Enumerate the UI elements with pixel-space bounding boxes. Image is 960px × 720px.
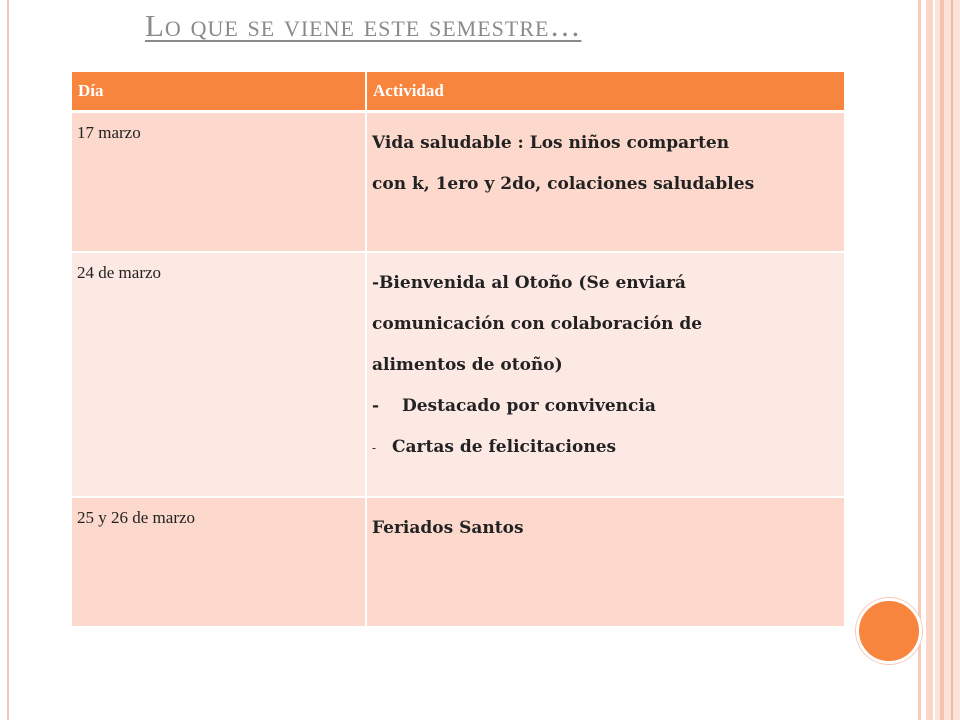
activity-line: Vida saludable : Los niños comparten — [372, 133, 730, 153]
activity-line: -Bienvenida al Otoño (Se enviará — [372, 273, 686, 293]
activity-line: alimentos de otoño) — [372, 355, 563, 375]
row-activity — [366, 497, 844, 626]
right-decorative-stripe — [926, 0, 933, 720]
header-activity: Actividad — [366, 72, 844, 112]
right-decorative-stripe — [918, 0, 921, 720]
activity-line: Feriados Santos — [372, 518, 524, 538]
bullet-text: Destacado por convivencia — [402, 396, 656, 416]
bullet-marker: - — [372, 396, 380, 416]
header-day: Día — [72, 72, 366, 112]
row-activity — [366, 112, 844, 253]
schedule-table — [72, 72, 844, 626]
row-day: 25 y 26 de marzo — [72, 497, 366, 626]
table-row — [72, 112, 844, 253]
right-decorative-stripe — [940, 0, 944, 720]
activity-line: con k, 1ero y 2do, colaciones saludables — [372, 174, 755, 194]
row-day: 17 marzo — [72, 112, 366, 253]
activity-line: comunicación con colaboración de — [372, 314, 703, 334]
row-day: 24 de marzo — [72, 252, 366, 497]
decorative-circle — [856, 598, 922, 664]
table-row — [72, 497, 844, 626]
right-decorative-stripe — [951, 0, 953, 720]
table-header-row — [72, 72, 844, 112]
left-decorative-rule — [7, 0, 9, 720]
row-activity — [366, 252, 844, 497]
bullet-marker: - — [372, 441, 377, 455]
slide-title: Lo que se viene este semestre… — [145, 8, 582, 43]
right-decorative-stripe — [935, 0, 960, 720]
activity-bullet — [372, 386, 840, 427]
table-row — [72, 252, 844, 497]
bullet-text: Cartas de felicitaciones — [392, 437, 617, 457]
activity-bullet — [372, 427, 840, 469]
